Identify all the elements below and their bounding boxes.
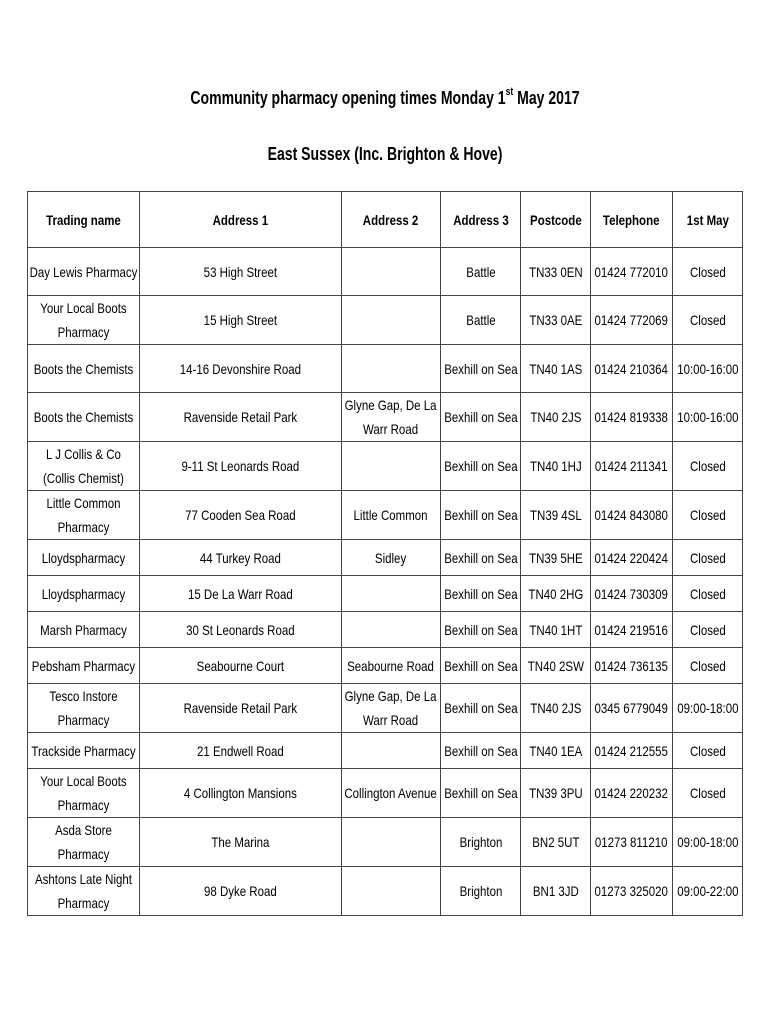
cell-address-2 [342, 733, 441, 769]
header-postcode: Postcode [521, 192, 591, 248]
cell-address-3: Bexhill on Sea [441, 769, 521, 818]
cell-address-1: 4 Collington Mansions [140, 769, 342, 818]
table-header-row [28, 192, 743, 248]
cell-telephone: 01424 772010 [591, 248, 673, 296]
cell-address-2: Seabourne Road [342, 648, 441, 684]
cell-telephone: 01424 772069 [591, 296, 673, 345]
cell-address-2 [342, 345, 441, 393]
cell-address-2: Glyne Gap, De La Warr Road [342, 684, 441, 733]
table-row [28, 769, 743, 818]
cell-address-2 [342, 576, 441, 612]
cell-telephone: 01424 212555 [591, 733, 673, 769]
cell-address-2 [342, 818, 441, 867]
table-row [28, 576, 743, 612]
cell-1st-may: 09:00-22:00 [673, 867, 743, 916]
table-body [28, 248, 743, 916]
cell-address-3: Bexhill on Sea [441, 648, 521, 684]
cell-address-1: 98 Dyke Road [140, 867, 342, 916]
table-row [28, 442, 743, 491]
cell-address-2: Sidley [342, 540, 441, 576]
cell-1st-may: 09:00-18:00 [673, 684, 743, 733]
document-title [85, 86, 686, 109]
cell-postcode: TN40 2JS [521, 684, 591, 733]
cell-address-1: 77 Cooden Sea Road [140, 491, 342, 540]
table-row [28, 612, 743, 648]
cell-address-2 [342, 248, 441, 296]
cell-name: Day Lewis Pharmacy [28, 248, 140, 296]
cell-1st-may: Closed [673, 612, 743, 648]
table-row [28, 393, 743, 442]
cell-address-1: Ravenside Retail Park [140, 393, 342, 442]
header-trading-name: Trading name [28, 192, 140, 248]
cell-telephone: 01424 220424 [591, 540, 673, 576]
cell-telephone: 01424 211341 [591, 442, 673, 491]
cell-telephone: 01273 811210 [591, 818, 673, 867]
cell-address-3: Bexhill on Sea [441, 442, 521, 491]
cell-address-1: 9-11 St Leonards Road [140, 442, 342, 491]
cell-1st-may: Closed [673, 648, 743, 684]
cell-postcode: TN40 1EA [521, 733, 591, 769]
cell-name: Lloydspharmacy [28, 540, 140, 576]
table-row [28, 296, 743, 345]
cell-postcode: TN33 0EN [521, 248, 591, 296]
cell-address-3: Battle [441, 248, 521, 296]
cell-1st-may: Closed [673, 540, 743, 576]
cell-postcode: BN1 3JD [521, 867, 591, 916]
cell-address-2: Collington Avenue [342, 769, 441, 818]
cell-address-3: Bexhill on Sea [441, 733, 521, 769]
cell-address-1: 15 De La Warr Road [140, 576, 342, 612]
cell-address-3: Brighton [441, 818, 521, 867]
cell-address-2 [342, 867, 441, 916]
cell-address-3: Bexhill on Sea [441, 684, 521, 733]
cell-1st-may: 10:00-16:00 [673, 345, 743, 393]
cell-1st-may: Closed [673, 576, 743, 612]
table-row [28, 733, 743, 769]
pharmacy-table [27, 191, 743, 916]
cell-address-3: Bexhill on Sea [441, 540, 521, 576]
table-row [28, 491, 743, 540]
table-row [28, 345, 743, 393]
cell-address-1: Ravenside Retail Park [140, 684, 342, 733]
table-row [28, 248, 743, 296]
cell-name: Little Common Pharmacy [28, 491, 140, 540]
cell-name: Ashtons Late Night Pharmacy [28, 867, 140, 916]
cell-address-3: Bexhill on Sea [441, 491, 521, 540]
cell-address-1: 53 High Street [140, 248, 342, 296]
cell-telephone: 01424 210364 [591, 345, 673, 393]
cell-address-3: Bexhill on Sea [441, 393, 521, 442]
cell-name: Lloydspharmacy [28, 576, 140, 612]
cell-name: Asda Store Pharmacy [28, 818, 140, 867]
cell-address-1: 14-16 Devonshire Road [140, 345, 342, 393]
title-main: Community pharmacy opening times Monday 1 [190, 88, 506, 108]
table-row [28, 818, 743, 867]
cell-postcode: TN40 2HG [521, 576, 591, 612]
cell-1st-may: 09:00-18:00 [673, 818, 743, 867]
cell-name: Pebsham Pharmacy [28, 648, 140, 684]
header-1st-may: 1st May [673, 192, 743, 248]
header-telephone: Telephone [591, 192, 673, 248]
cell-telephone: 01424 843080 [591, 491, 673, 540]
cell-1st-may: Closed [673, 491, 743, 540]
table-row [28, 540, 743, 576]
cell-1st-may: Closed [673, 733, 743, 769]
cell-address-3: Brighton [441, 867, 521, 916]
header-address-1: Address 1 [140, 192, 342, 248]
title-end: May 2017 [513, 88, 580, 108]
cell-1st-may: Closed [673, 442, 743, 491]
cell-address-2 [342, 296, 441, 345]
cell-telephone: 01424 819338 [591, 393, 673, 442]
cell-name: Boots the Chemists [28, 393, 140, 442]
header-address-2: Address 2 [342, 192, 441, 248]
cell-address-1: 30 St Leonards Road [140, 612, 342, 648]
title-sup: st [505, 86, 514, 98]
cell-telephone: 01424 220232 [591, 769, 673, 818]
cell-name: L J Collis & Co (Collis Chemist) [28, 442, 140, 491]
cell-telephone: 0345 6779049 [591, 684, 673, 733]
cell-name: Trackside Pharmacy [28, 733, 140, 769]
cell-postcode: TN40 2SW [521, 648, 591, 684]
cell-postcode: TN33 0AE [521, 296, 591, 345]
cell-address-1: 44 Turkey Road [140, 540, 342, 576]
document-subtitle: East Sussex (Inc. Brighton & Hove) [267, 144, 503, 164]
cell-address-1: The Marina [140, 818, 342, 867]
cell-address-1: 15 High Street [140, 296, 342, 345]
table-row [28, 867, 743, 916]
cell-telephone: 01424 219516 [591, 612, 673, 648]
table-row [28, 648, 743, 684]
cell-postcode: TN40 1HJ [521, 442, 591, 491]
cell-postcode: TN39 5HE [521, 540, 591, 576]
cell-name: Marsh Pharmacy [28, 612, 140, 648]
cell-address-1: 21 Endwell Road [140, 733, 342, 769]
cell-name: Your Local Boots Pharmacy [28, 769, 140, 818]
header-address-3: Address 3 [441, 192, 521, 248]
cell-1st-may: 10:00-16:00 [673, 393, 743, 442]
cell-name: Your Local Boots Pharmacy [28, 296, 140, 345]
cell-address-2 [342, 612, 441, 648]
cell-postcode: TN40 1HT [521, 612, 591, 648]
cell-telephone: 01424 730309 [591, 576, 673, 612]
cell-postcode: TN39 3PU [521, 769, 591, 818]
cell-telephone: 01273 325020 [591, 867, 673, 916]
cell-1st-may: Closed [673, 296, 743, 345]
cell-address-3: Bexhill on Sea [441, 612, 521, 648]
cell-address-2 [342, 442, 441, 491]
cell-name: Boots the Chemists [28, 345, 140, 393]
cell-postcode: TN39 4SL [521, 491, 591, 540]
cell-telephone: 01424 736135 [591, 648, 673, 684]
cell-postcode: TN40 2JS [521, 393, 591, 442]
cell-1st-may: Closed [673, 248, 743, 296]
cell-address-2: Little Common [342, 491, 441, 540]
table-row [28, 684, 743, 733]
cell-address-3: Bexhill on Sea [441, 576, 521, 612]
cell-address-3: Battle [441, 296, 521, 345]
cell-address-3: Bexhill on Sea [441, 345, 521, 393]
cell-postcode: TN40 1AS [521, 345, 591, 393]
cell-address-2: Glyne Gap, De La Warr Road [342, 393, 441, 442]
cell-address-1: Seabourne Court [140, 648, 342, 684]
cell-1st-may: Closed [673, 769, 743, 818]
cell-postcode: BN2 5UT [521, 818, 591, 867]
cell-name: Tesco Instore Pharmacy [28, 684, 140, 733]
